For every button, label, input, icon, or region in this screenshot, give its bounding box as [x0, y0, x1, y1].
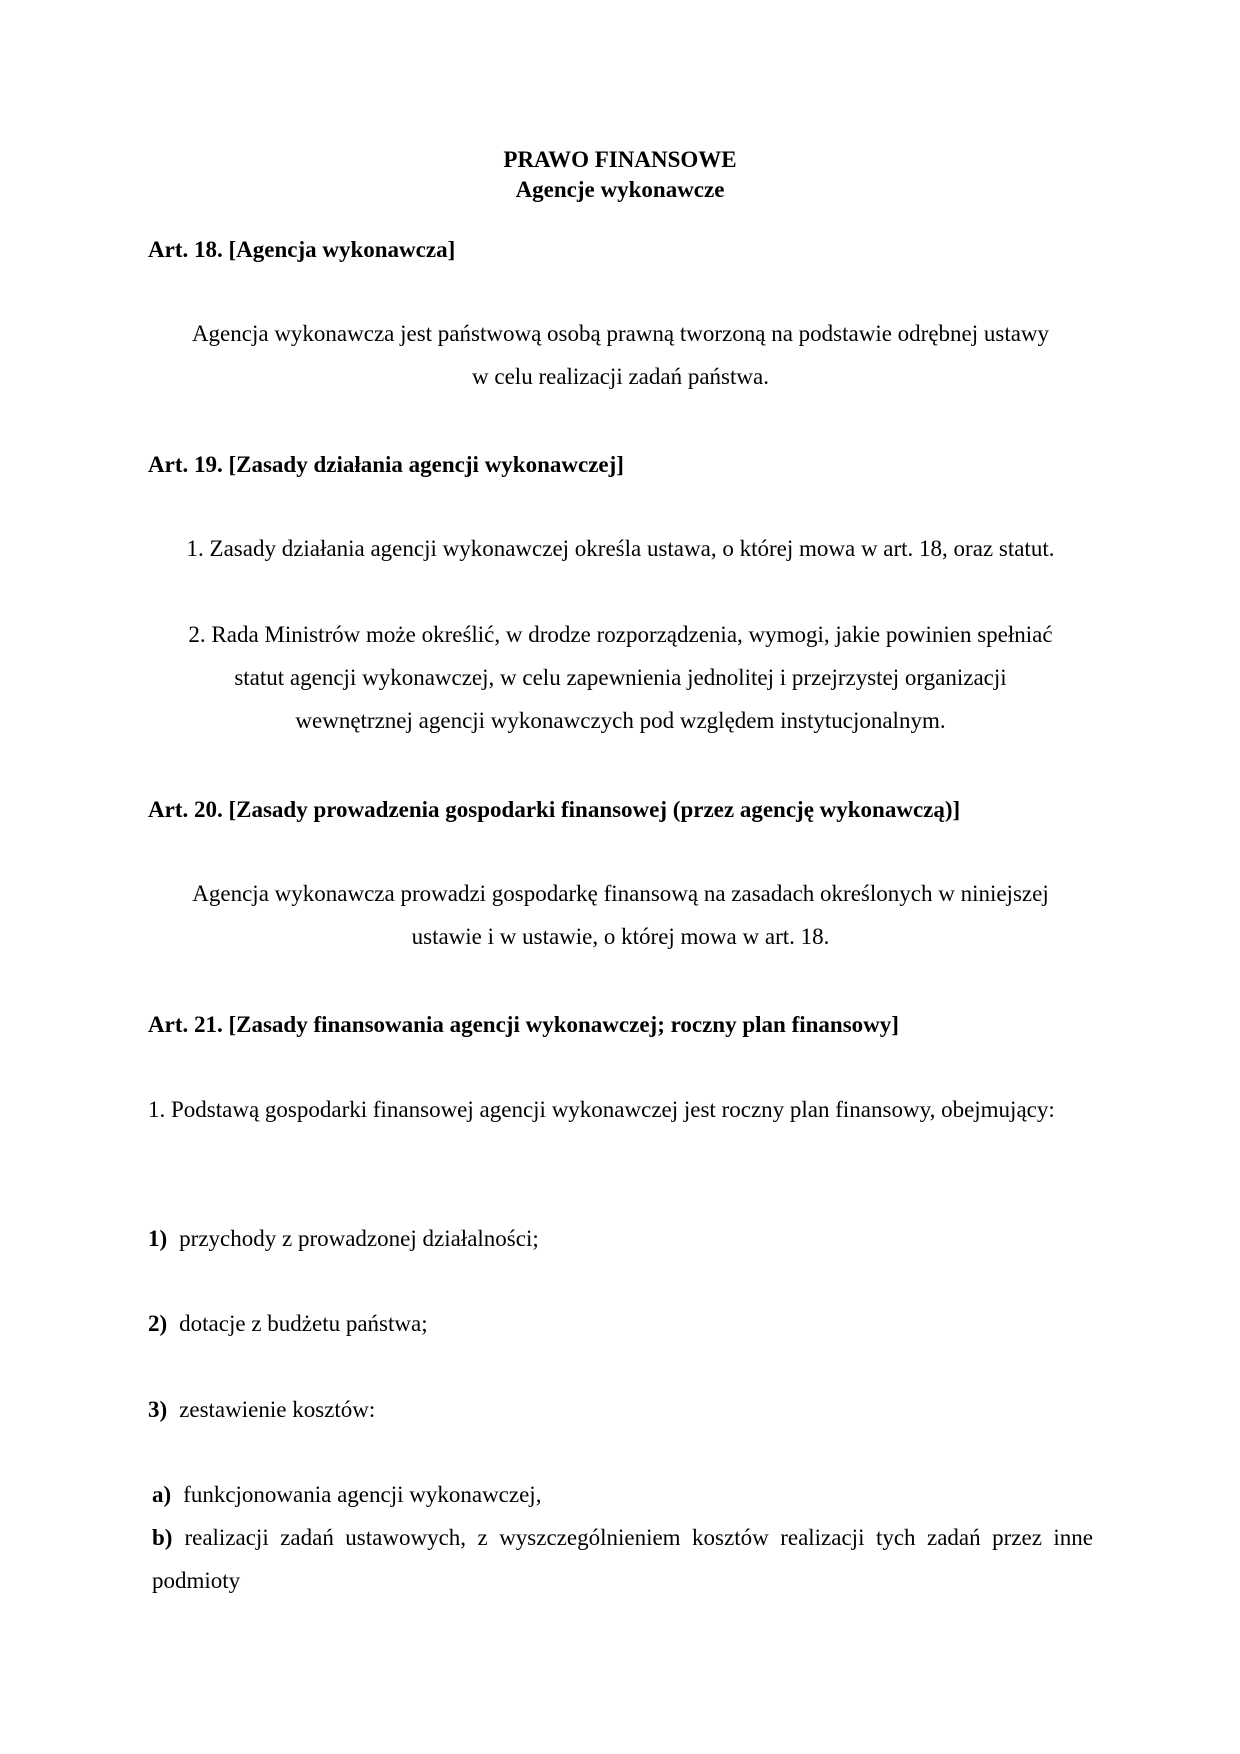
- art18-text: [148, 312, 1093, 398]
- art19-paragraph-1: 1. Zasady działania agencji wykonawczej określa ustawa, o której mowa w art. 18, oraz statut.: [186, 536, 1055, 561]
- list-item: [148, 1217, 1093, 1260]
- list-item-text: dotacje z budżetu państwa;: [179, 1311, 428, 1336]
- art21-paragraph-1: 1. Podstawą gospodarki finansowej agencji wykonawczej jest roczny plan finansowy, obejmujący:: [148, 1097, 1055, 1122]
- art20-heading: Art. 20. [Zasady prowadzenia gospodarki finansowej (przez agencję wykonawczą)]: [148, 797, 961, 822]
- sub-list-item-letter: b): [152, 1525, 173, 1550]
- list-item-number: 2): [148, 1311, 168, 1336]
- document-title: PRAWO FINANSOWE: [503, 147, 737, 172]
- art19-p2-line3: wewnętrznej agencji wykonawczych pod względem instytucjonalnym.: [295, 708, 946, 733]
- art21-heading: Art. 21. [Zasady finansowania agencji wykonawczej; roczny plan finansowy]: [148, 1012, 899, 1037]
- list-item-number: 1): [148, 1226, 168, 1251]
- list-item-text: zestawienie kosztów:: [179, 1397, 376, 1422]
- art20-text: [148, 872, 1093, 958]
- sub-list-item: [152, 1516, 1093, 1602]
- sub-list-item: [152, 1473, 1093, 1516]
- art19-heading: Art. 19. [Zasady działania agencji wykonawczej]: [148, 452, 624, 477]
- list-item: [148, 1388, 1093, 1431]
- document-subtitle: Agencje wykonawcze: [515, 177, 725, 202]
- art18-text-line2: w celu realizacji zadań państwa.: [472, 364, 769, 389]
- list-item: [148, 1302, 1093, 1345]
- list-item-number: 3): [148, 1397, 168, 1422]
- sub-list-item-letter: a): [152, 1482, 172, 1507]
- art19-paragraph-2: [148, 613, 1093, 742]
- sub-list-item-text: funkcjonowania agencji wykonawczej,: [183, 1482, 542, 1507]
- art18-text-line1: Agencja wykonawcza jest państwową osobą prawną tworzoną na podstawie odrębnej ustawy: [191, 321, 1050, 346]
- art19-p2-line1: 2. Rada Ministrów może określić, w drodze rozporządzenia, wymogi, jakie powinien spełniać: [188, 622, 1053, 647]
- sub-list-item-text: realizacji zadań ustawowych, z wyszczególnieniem kosztów realizacji tych zadań przez inne podmioty: [152, 1525, 1093, 1593]
- art18-heading: Art. 18. [Agencja wykonawcza]: [148, 237, 456, 262]
- art19-p2-line2: statut agencji wykonawczej, w celu zapewnienia jednolitej i przejrzystej organizacji: [234, 665, 1007, 690]
- art20-text-line1: Agencja wykonawcza prowadzi gospodarkę finansową na zasadach określonych w niniejszej: [192, 881, 1049, 906]
- art20-text-line2: ustawie i w ustawie, o której mowa w art. 18.: [411, 924, 830, 949]
- list-item-text: przychody z prowadzonej działalności;: [179, 1226, 539, 1251]
